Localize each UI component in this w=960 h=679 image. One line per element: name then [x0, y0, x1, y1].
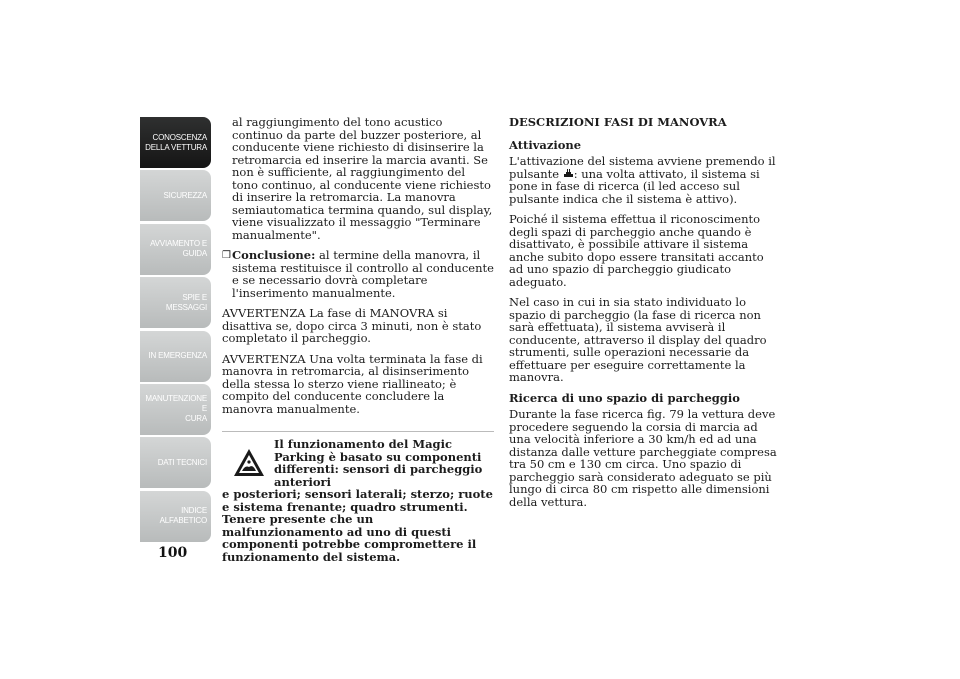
tab-manutenzione[interactable]: MANUTENZIONE E CURA: [140, 384, 211, 435]
conclusion-label: Conclusione:: [232, 248, 316, 262]
parking-button-icon: [563, 168, 574, 179]
paragraph-spazio: Nel caso in cui in sia stato individuato lo spazio di parcheggio (la fase di ricerca non sarà effettuata), il sistema avviserà il conducente, attraverso il display del quadro strumenti, sulle operazioni necessarie da effettuare per eseguire correttamente la manovra.: [509, 295, 767, 384]
left-column: [222, 116, 494, 563]
tab-emergenza[interactable]: IN EMERGENZA: [140, 331, 211, 382]
subheading-ricerca: Ricerca di uno spazio di parcheggio: [509, 390, 740, 405]
tab-avviamento[interactable]: AVVIAMENTO E GUIDA: [140, 224, 211, 275]
section-heading: DESCRIZIONI FASI DI MANOVRA: [509, 115, 727, 129]
tab-dati-tecnici[interactable]: DATI TECNICI: [140, 437, 211, 488]
paragraph-tone: al raggiungimento del tono acustico continuo da parte del buzzer posteriore, al conducente viene richiesto di disinserire la retromarcia ed inserire la marcia avanti. Se non è sufficiente, al raggiungimento del tono continuo, al conducente viene richiesto di inserire la retromarcia. La manovra semiautomatica termina quando, sul display, viene visualizzato il messaggio "Terminare manualmente".: [232, 115, 493, 242]
bullet-conclusion: [222, 249, 494, 299]
tab-conoscenza[interactable]: CONOSCENZA DELLA VETTURA: [140, 117, 211, 168]
caution-first: Il funzionamento del Magic Parking è basato su componenti differenti: sensori di parcheggio anteriori: [274, 437, 483, 489]
warning-triangle-icon: [232, 446, 266, 480]
tab-sicurezza[interactable]: SICUREZZA: [140, 170, 211, 221]
tab-indice[interactable]: INDICE ALFABETICO: [140, 491, 211, 542]
right-column: [509, 116, 781, 516]
subheading-attivazione: Attivazione: [509, 137, 582, 152]
conclusion-text: al termine della manovra, il sistema restituisce il controllo al conducente e se necessario dovrà completare l'inserimento manualmente.: [232, 248, 494, 300]
paragraph-attivazione: L'attivazione del sistema avviene premendo il pulsante : una volta attivato, il sistema si pone in fase di ricerca (il led acceso sul pulsante indica che il sistema è attivo).: [509, 154, 776, 206]
tab-spie[interactable]: SPIE E MESSAGGI: [140, 277, 211, 328]
caution-box: [222, 431, 494, 563]
bullet-marker: ❒: [222, 250, 231, 261]
paragraph-ricerca: Durante la fase ricerca fig. 79 la vettura deve procedere seguendo la corsia di marcia ad una velocità inferiore a 30 km/h ed ad una distanza dalle vetture parcheggiate compresa tra 50 cm e 130 cm circa. Uno spazio di parcheggio sarà considerato adeguato se più lungo di circa 80 cm rispetto alle dimensioni della vettura.: [509, 407, 777, 509]
caution-rest: e posteriori; sensori laterali; sterzo; ruote e sistema frenante; quadro strumenti. Tenere presente che un malfunzionamento ad uno di questi componenti potrebbe compromettere il funzionamento del sistema.: [222, 487, 493, 564]
chapter-tabs: [140, 117, 211, 544]
warning-manovra: AVVERTENZA La fase di MANOVRA si disattiva se, dopo circa 3 minuti, non è stato completato il parcheggio.: [222, 306, 482, 345]
warning-sterzo: AVVERTENZA Una volta terminata la fase di manovra in retromarcia, al disinserimento della stessa lo sterzo viene riallineato; è compito del conducente concludere la manovra manualmente.: [222, 351, 483, 416]
paragraph-riconoscimento: Poiché il sistema effettua il riconoscimento degli spazi di parcheggio anche quando è disattivato, è possibile attivare il sistema anche subito dopo essere transitati accanto ad uno spazio di parcheggio giudicato adeguato.: [509, 212, 764, 289]
page-number: 100: [158, 545, 188, 561]
